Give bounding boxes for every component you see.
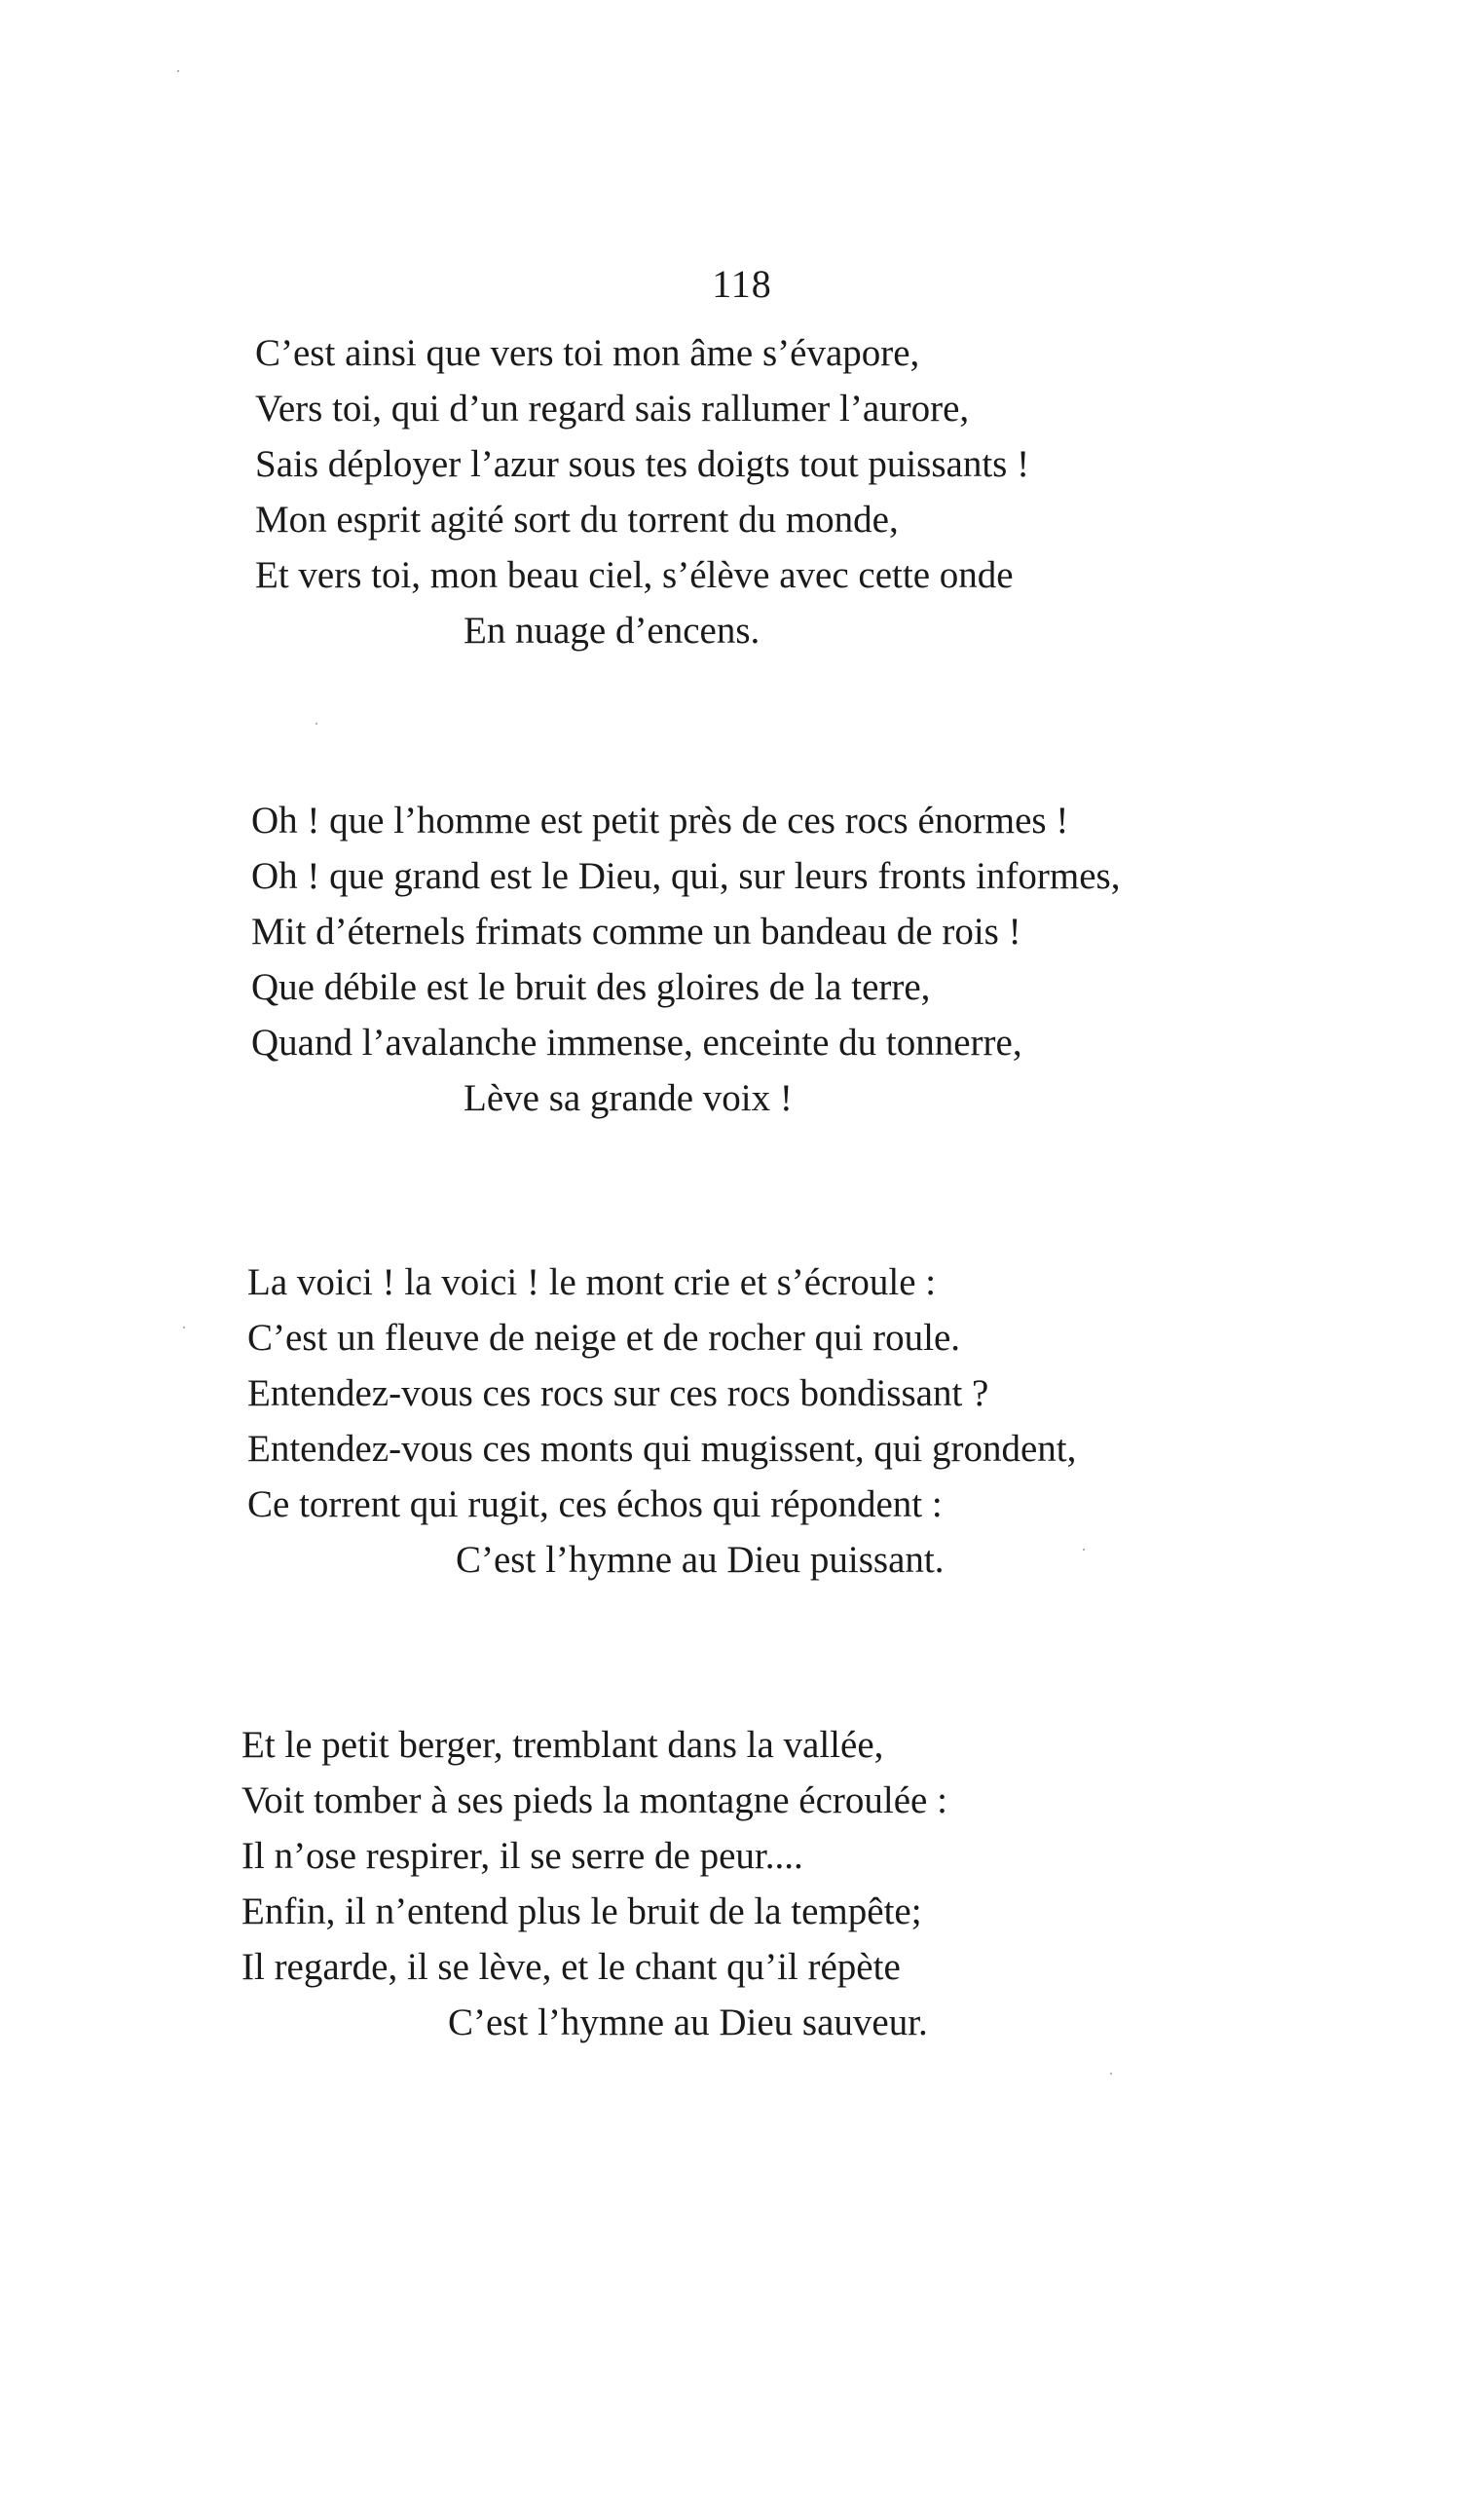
verse-line: Vers toi, qui d’un regard sais rallumer l’aurore, [255, 388, 970, 430]
verse-line: Entendez-vous ces monts qui mugissent, qui grondent, [247, 1428, 1077, 1470]
verse-line: Et vers toi, mon beau ciel, s’élève avec cette onde [255, 554, 1014, 596]
verse-line: Il n’ose respirer, il se serre de peur.... [241, 1835, 803, 1877]
verse-line: Quand l’avalanche immense, enceinte du tonnerre, [251, 1022, 1022, 1064]
verse-line: Oh ! que l’homme est petit près de ces rocs énormes ! [251, 800, 1069, 842]
refrain-line: C’est l’hymne au Dieu sauveur. [448, 2002, 928, 2043]
refrain-line: En nuage d’encens. [464, 610, 761, 652]
verse-line: Ce torrent qui rugit, ces échos qui répondent : [247, 1483, 943, 1525]
verse-line: Enfin, il n’entend plus le bruit de la tempête; [241, 1890, 922, 1932]
verse-line: Oh ! que grand est le Dieu, qui, sur leurs fronts informes, [251, 855, 1121, 897]
verse-line: Mon esprit agité sort du torrent du monde, [255, 499, 899, 541]
verse-line: C’est un fleuve de neige et de rocher qui roule. [247, 1317, 961, 1359]
verse-line: Mit d’éternels frimats comme un bandeau de rois ! [251, 911, 1021, 953]
verse-line: La voici ! la voici ! le mont crie et s’écroule : [247, 1261, 937, 1303]
verse-line: C’est ainsi que vers toi mon âme s’évapore, [255, 332, 920, 374]
paper-speck [177, 70, 179, 72]
paper-speck [1110, 2073, 1112, 2075]
verse-line: Entendez-vous ces rocs sur ces rocs bondissant ? [247, 1372, 989, 1414]
verse-line: Sais déployer l’azur sous tes doigts tout puissants ! [255, 443, 1030, 485]
verse-line: Voit tomber à ses pieds la montagne écroulée : [241, 1779, 947, 1821]
verse-line: Et le petit berger, tremblant dans la vallée, [241, 1724, 884, 1766]
paper-speck [1083, 1549, 1085, 1551]
verse-line: Que débile est le bruit des gloires de la terre, [251, 966, 931, 1008]
page-number: 118 [712, 262, 772, 306]
refrain-line: C’est l’hymne au Dieu puissant. [456, 1539, 945, 1581]
paper-speck [315, 723, 317, 725]
verse-line: Il regarde, il se lève, et le chant qu’il répète [241, 1946, 901, 1988]
paper-speck [183, 1327, 185, 1328]
refrain-line: Lève sa grande voix ! [464, 1077, 793, 1119]
